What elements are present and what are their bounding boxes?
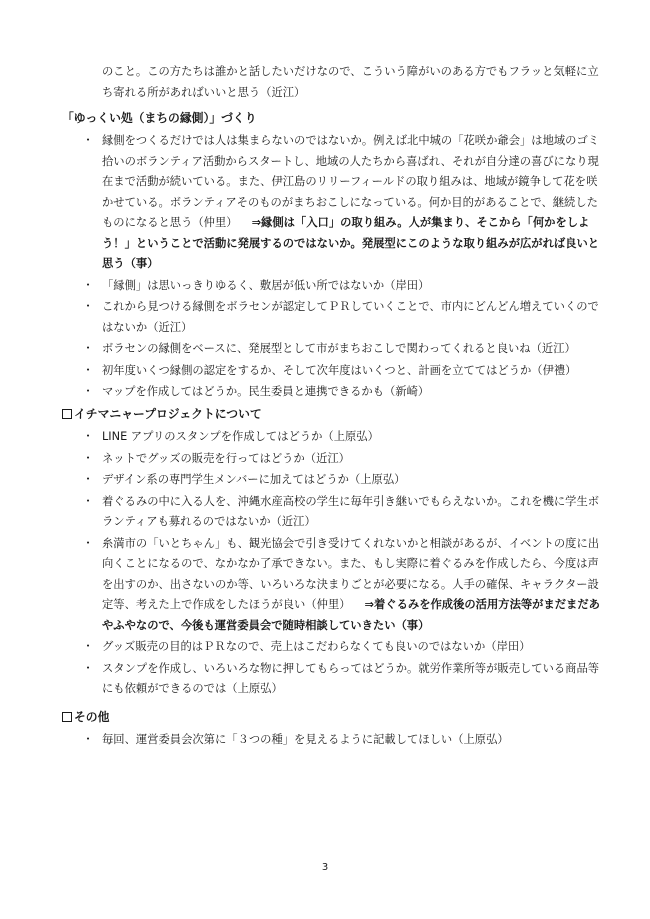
checkbox-square-icon <box>62 409 72 419</box>
section-heading-text: イチマニャープロジェクトについて <box>74 407 262 421</box>
list-item <box>82 276 602 297</box>
bullet-icon: ・ <box>82 640 94 653</box>
section-list-engawa <box>82 131 602 404</box>
bullet-icon: ・ <box>82 385 94 398</box>
item-text: デザイン系の専門学生メンバーに加えてはどうか（上原弘） <box>102 473 406 486</box>
item-text: 「縁側」は思いっきりゆるく、敷居が低い所ではないか（岸田） <box>102 278 430 292</box>
bullet-icon: ・ <box>82 134 94 147</box>
section-heading-text: 「ゆっくい処（まちの縁側）」づくり <box>62 111 257 125</box>
section-heading-engawa <box>62 109 257 127</box>
list-item <box>82 730 602 751</box>
bullet-icon: ・ <box>82 494 94 508</box>
list-item <box>82 637 602 658</box>
item-text: LINE アプリのスタンプを作成してはどうか（上原弘） <box>102 430 379 443</box>
list-item <box>82 449 602 470</box>
item-text: マップを作成してはどうか。民生委員と連携できるかも（新崎） <box>102 385 430 398</box>
item-text: ネットでグッズの販売を行ってはどうか（近江） <box>102 451 350 465</box>
bullet-icon: ・ <box>82 363 94 377</box>
section-heading-ichimanya <box>62 405 262 423</box>
list-item <box>82 534 602 637</box>
checkbox-square-icon <box>62 712 72 722</box>
bullet-icon: ・ <box>82 451 94 465</box>
bullet-icon: ・ <box>82 278 94 292</box>
item-text: 縁側をつくるだけでは人は集まらないのではないか。例えば北中城の「花咲か爺会」は地域のゴミ拾いのボランティア活動からスタートし、地域の人たちから喜ばれ、それが自分達の喜びになり現在まで活動が続いている。また、伊江島のリリーフィールドの取り組みは、地域が鏡争して花を咲かせている。ボランティアそのものがまちおこしになっている。何か目的があることで、継続したものになると思う（仲里） <box>102 134 600 229</box>
item-note: ⇒着ぐるみを作成後の活用方法等がまだまだあやふやなので、今後も運営委員会で随時相談していきたい（事） <box>102 598 600 632</box>
item-text: グッズ販売の目的はＰＲなので、売上はこだわらなくても良いのではないか（岸田） <box>102 640 531 653</box>
list-item <box>82 339 602 360</box>
item-text: スタンプを作成し、いろいろな物に押してもらってはどうか。就労作業所等が販売している商品等にも依頼ができるのでは（上原弘） <box>102 661 600 695</box>
section-heading-other <box>62 708 109 726</box>
bullet-icon: ・ <box>82 430 94 443</box>
item-text: ボラセンの縁側をベースに、発展型として市がまちおこしで関わってくれると良いね（近江） <box>102 342 576 355</box>
list-item <box>82 470 602 491</box>
list-item <box>82 131 602 275</box>
item-text: 着ぐるみの中に入る人を、沖縄水産高校の学生に毎年引き継いでもらえないか。これを機に学生ボランティアも募れるのではないか（近江） <box>102 494 600 528</box>
list-item <box>82 382 602 403</box>
list-item <box>82 361 602 382</box>
item-text: これから見つける縁側をボラセンが認定してＰＲしていくことで、市内にどんどん増えていくのではないか（近江） <box>102 300 599 334</box>
item-text: 毎回、運営委員会次第に「３つの種」を見えるように記載してほしい（上原弘） <box>102 733 509 746</box>
intro-paragraph: のこと。この方たちは誰かと話したいだけなので、こういう障がいのある方でもフラッと気軽に立ち寄れる所があればいいと思う（近江） <box>102 65 599 99</box>
bullet-icon: ・ <box>82 342 94 355</box>
bullet-icon: ・ <box>82 473 94 486</box>
section-heading-text: その他 <box>74 710 110 724</box>
page-number: 3 <box>321 862 329 873</box>
bullet-icon: ・ <box>82 733 94 746</box>
bullet-icon: ・ <box>82 300 94 313</box>
list-item <box>82 659 602 700</box>
section-list-other <box>82 730 602 752</box>
item-text: 糸満市の「いとちゃん」も、観光協会で引き受けてくれないかと相談があるが、イベントの度に出向くことになるので、なかなか了承できない。また、もし実際に着ぐるみを作成したら、今度は声を出すのか、出さないのか等、いろいろな決まりごとが必要になる。人手の確保、キャラクター設定等、考えた上で作成をしたほうが良い（仲里） <box>102 536 600 611</box>
section-list-ichimanya <box>82 427 602 701</box>
bullet-icon: ・ <box>82 661 94 675</box>
list-item <box>82 427 602 448</box>
list-item <box>82 297 602 338</box>
list-item <box>82 492 602 533</box>
bullet-icon: ・ <box>82 536 94 550</box>
item-note: ⇒縁側は「入口」の取り組み。人が集まり、そこから「何かをしよう！」ということで活動に発展するのではないか。発展型にこのような取り組みが広がれば良いと思う（事） <box>102 216 600 270</box>
item-text: 初年度いくつ縁側の認定をするか、そして次年度はいくつと、計画を立ててはどうか（伊禮） <box>102 363 577 377</box>
